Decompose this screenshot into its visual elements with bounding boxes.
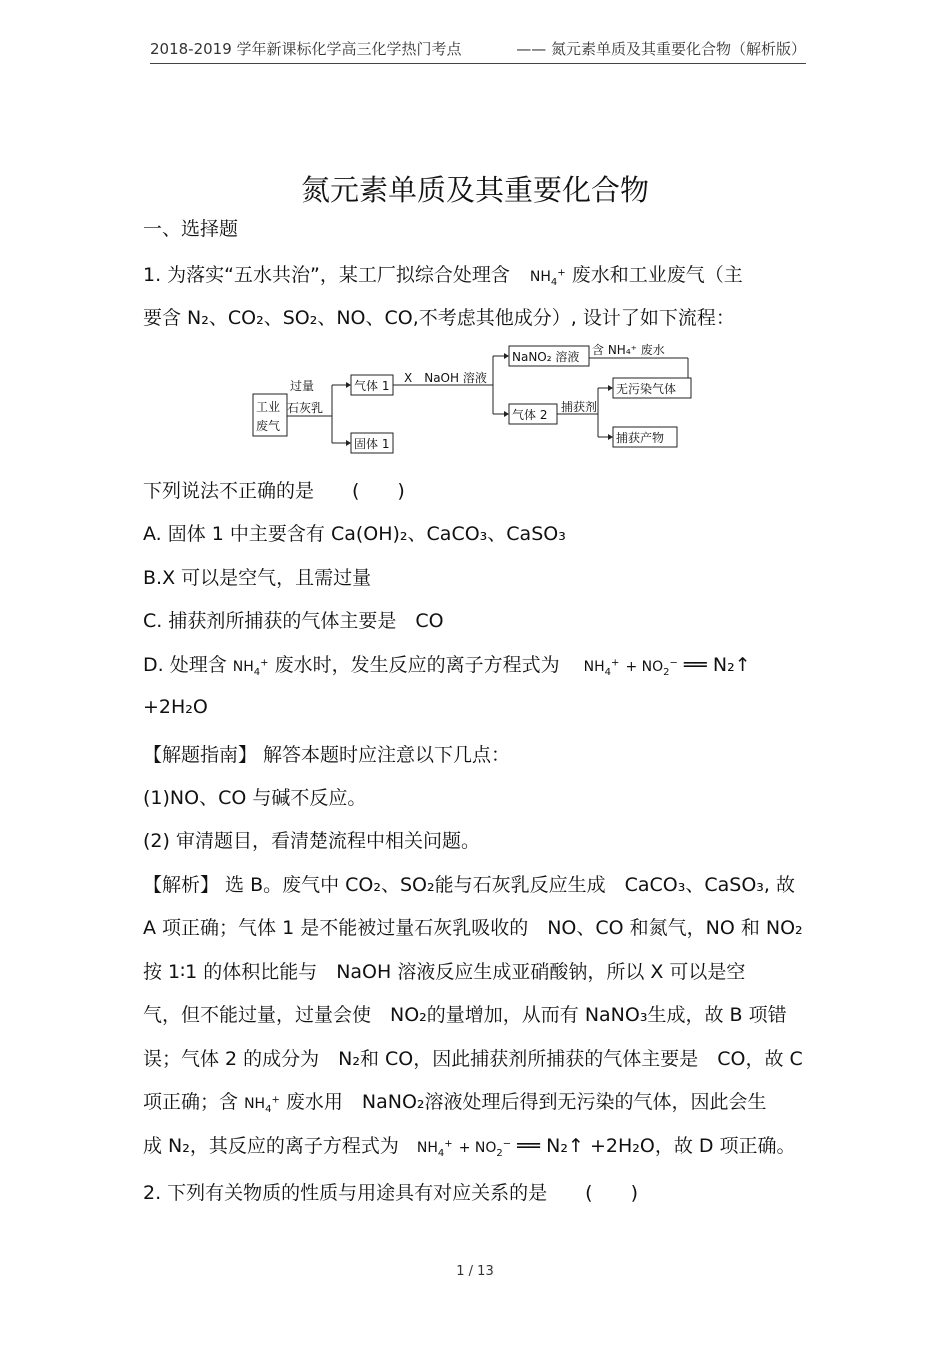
opt-d-text-1: D. 处理含 <box>143 654 227 676</box>
equals-sign: ══ <box>683 654 707 676</box>
diag-gas-in-2: 废气 <box>256 419 281 433</box>
page-title: 氮元素单质及其重要化合物 <box>300 173 649 207</box>
nh4-ion: $NH_4^+$ <box>583 657 620 678</box>
diag-x-naoh: X NaOH 溶液 <box>404 371 487 385</box>
analysis-line-2: A 项正确；气体 1 是不能被过量石灰乳吸收的 NO、CO 和氮气，NO 和 NO₂ <box>143 917 803 939</box>
diag-nh4-waste: 含 NH₄⁺ 废水 <box>592 343 665 357</box>
q2-stem: 2. 下列有关物质的性质与用途具有对应关系的是 ( ) <box>143 1182 638 1204</box>
nh4-ion: $NH_4^+$ <box>244 1094 280 1115</box>
diag-gas1: 气体 1 <box>354 379 390 393</box>
guide-title: 【解题指南】 解答本题时应注意以下几点： <box>143 744 511 766</box>
q1-stem: 下列说法不正确的是 ( ) <box>143 480 405 502</box>
q1-option-c: C. 捕获剂所捕获的气体主要是 CO <box>143 610 444 632</box>
nh4-ion: $NH_4^+$ <box>529 267 566 288</box>
analysis-line-3: 按 1∶1 的体积比能与 NaOH 溶液反应生成亚硝酸钠，所以 X 可以是空 <box>143 961 746 983</box>
page-header <box>150 38 806 64</box>
diag-capture-agent: 捕获剂 <box>561 400 598 414</box>
diag-reagent-2: 石灰乳 <box>287 401 324 415</box>
section-heading: 一、选择题 <box>143 218 239 240</box>
opt-d-text-3: N₂↑ <box>712 654 751 676</box>
nitrite-ion: + $NO_2^-$ <box>625 657 678 678</box>
analysis-line-4: 气，但不能过量，过量会使 NO₂的量增加，从而有 NaNO₃生成，故 B 项错 <box>143 1004 787 1026</box>
q1-option-d-cont: +2H₂O <box>143 696 208 718</box>
guide-point-1: (1)NO、CO 与碱不反应。 <box>143 787 367 809</box>
equals-sign: ══ <box>517 1135 541 1157</box>
header-left: 2018-2019 学年新课标化学高三化学热门考点 <box>150 40 462 58</box>
q1-line-2: 要含 N₂、CO₂、SO₂、NO、CO,不考虑其他成分）, 设计了如下流程： <box>143 307 735 329</box>
diag-solid1: 固体 1 <box>354 437 390 451</box>
q1-option-a: A. 固体 1 中主要含有 Ca(OH)₂、CaCO₃、CaSO₃ <box>143 523 566 545</box>
header-right: —— 氮元素单质及其重要化合物（解析版） <box>516 40 806 58</box>
guide-point-2: (2) 审清题目，看清楚流程中相关问题。 <box>143 830 480 852</box>
nh4-ion: $NH_4^+$ <box>416 1138 453 1159</box>
analysis-line-1: 【解析】 选 B。废气中 CO₂、SO₂能与石灰乳反应生成 CaCO₃、CaSO₃, 故 <box>143 874 795 896</box>
page-number: 1 / 13 <box>456 1264 494 1279</box>
diag-capture-product: 捕获产物 <box>616 431 665 445</box>
diag-reagent-1: 过量 <box>290 379 315 393</box>
q1-line-1 <box>143 260 743 288</box>
nh4-ion: $NH_4^+$ <box>232 657 269 678</box>
diag-gas-in-1: 工业 <box>256 400 281 414</box>
analysis-line-5: 误；气体 2 的成分为 N₂和 CO，因此捕获剂所捕获的气体主要是 CO，故 C <box>143 1048 803 1070</box>
q1-option-d <box>143 650 751 678</box>
q1-text-b: 废水和工业废气（主 <box>571 264 743 286</box>
opt-d-text-2: 废水时，发生反应的离子方程式为 <box>274 654 560 676</box>
process-flow-diagram <box>250 338 710 458</box>
nitrite-ion: + $NO_2^-$ <box>458 1138 512 1159</box>
diag-nano2: NaNO₂ 溶液 <box>512 350 580 364</box>
q1-option-b: B.X 可以是空气，且需过量 <box>143 567 372 589</box>
diag-clean-gas: 无污染气体 <box>616 382 677 396</box>
analysis-line-6: 项正确；含 $NH_4^+$ 废水用 NaNO₂溶液处理后得到无污染的气体，因此会生 <box>143 1091 767 1115</box>
analysis-line-7: 成 N₂，其反应的离子方程式为 $NH_4^+ + NO_2^-$ ══ N₂↑ +2H₂O，故 D 项正确。 <box>143 1135 796 1159</box>
q1-text-a: 1. 为落实“五水共治”，某工厂拟综合处理含 <box>143 264 510 286</box>
diag-gas2: 气体 2 <box>512 408 548 422</box>
